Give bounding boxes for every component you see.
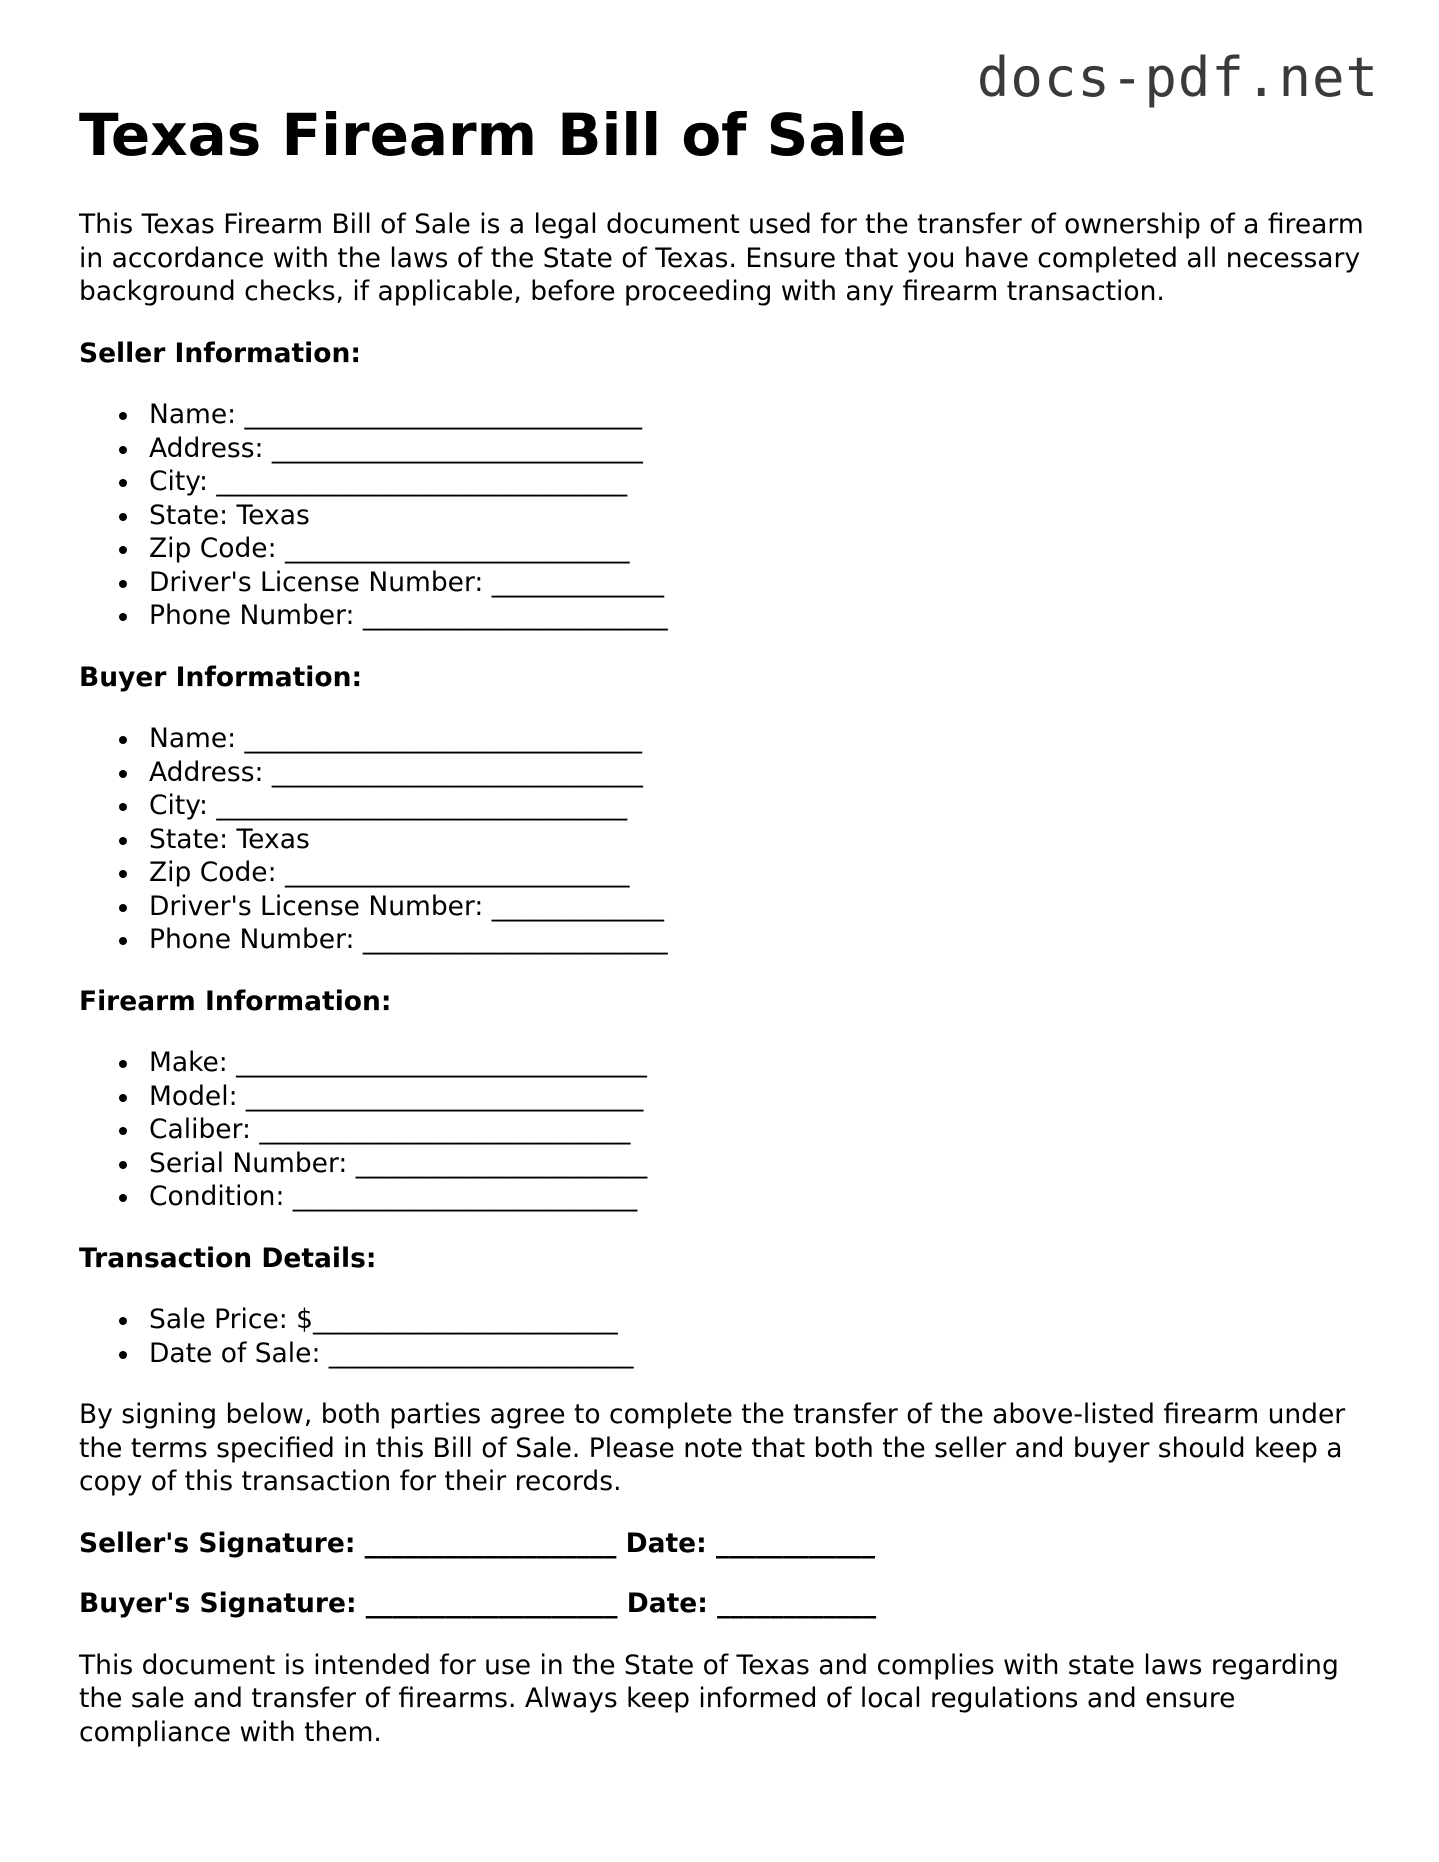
buyer-phone-field[interactable]: Phone Number: _______________________ (149, 923, 1369, 957)
firearm-list (79, 1046, 1369, 1214)
seller-list (79, 398, 1369, 633)
sale-price-field[interactable]: Sale Price: $_______________________ (149, 1303, 1369, 1337)
seller-name-field[interactable]: Name: ______________________________ (149, 398, 1369, 432)
intro-paragraph: This Texas Firearm Bill of Sale is a legal document used for the transfer of ownership of a firearm in accordance with the laws of the State of Texas. Ensure that you have completed all necessary background checks, if applicable, before proceeding with any firearm transaction. (79, 209, 1364, 307)
seller-address-field[interactable]: Address: ____________________________ (149, 432, 1369, 466)
seller-heading: Seller Information: (79, 337, 361, 369)
firearm-model-field[interactable]: Model: ______________________________ (149, 1080, 1369, 1114)
buyer-address-field[interactable]: Address: ____________________________ (149, 756, 1369, 790)
buyer-state-field: State: Texas (149, 823, 1369, 857)
transaction-list (79, 1303, 1369, 1370)
firearm-serial-field[interactable]: Serial Number: ______________________ (149, 1147, 1369, 1181)
firearm-caliber-field[interactable]: Caliber: ____________________________ (149, 1113, 1369, 1147)
page-title: Texas Firearm Bill of Sale (79, 101, 907, 169)
seller-state-field: State: Texas (149, 499, 1369, 533)
closing-paragraph: By signing below, both parties agree to complete the transfer of the above-listed firearm under the terms specified in this Bill of Sale. Please note that both the seller and buyer should keep a copy of this transaction for their records. (79, 1399, 1346, 1497)
footer-paragraph: This document is intended for use in the State of Texas and complies with state laws regarding the sale and transfer of firearms. Always keep informed of local regulations and ensure compliance with them. (79, 1649, 1339, 1748)
firearm-heading: Firearm Information: (79, 985, 392, 1017)
transaction-heading: Transaction Details: (79, 1242, 377, 1274)
seller-signature-line[interactable]: Seller's Signature: ___________________ Date: ____________ (79, 1527, 875, 1559)
buyer-city-field[interactable]: City: _______________________________ (149, 789, 1369, 823)
buyer-heading: Buyer Information: (79, 661, 363, 693)
firearm-condition-field[interactable]: Condition: __________________________ (149, 1180, 1369, 1214)
watermark: docs-pdf.net (976, 46, 1379, 109)
seller-zip-field[interactable]: Zip Code: __________________________ (149, 532, 1369, 566)
firearm-make-field[interactable]: Make: _______________________________ (149, 1046, 1369, 1080)
buyer-zip-field[interactable]: Zip Code: __________________________ (149, 856, 1369, 890)
document-body (79, 96, 1369, 1749)
buyer-list (79, 722, 1369, 957)
seller-city-field[interactable]: City: _______________________________ (149, 465, 1369, 499)
seller-phone-field[interactable]: Phone Number: _______________________ (149, 599, 1369, 633)
sale-date-field[interactable]: Date of Sale: _______________________ (149, 1337, 1369, 1371)
buyer-signature-line[interactable]: Buyer's Signature: ___________________ Date: ____________ (79, 1588, 877, 1619)
buyer-name-field[interactable]: Name: ______________________________ (149, 722, 1369, 756)
buyer-license-field[interactable]: Driver's License Number: _____________ (149, 890, 1369, 924)
seller-license-field[interactable]: Driver's License Number: _____________ (149, 566, 1369, 600)
